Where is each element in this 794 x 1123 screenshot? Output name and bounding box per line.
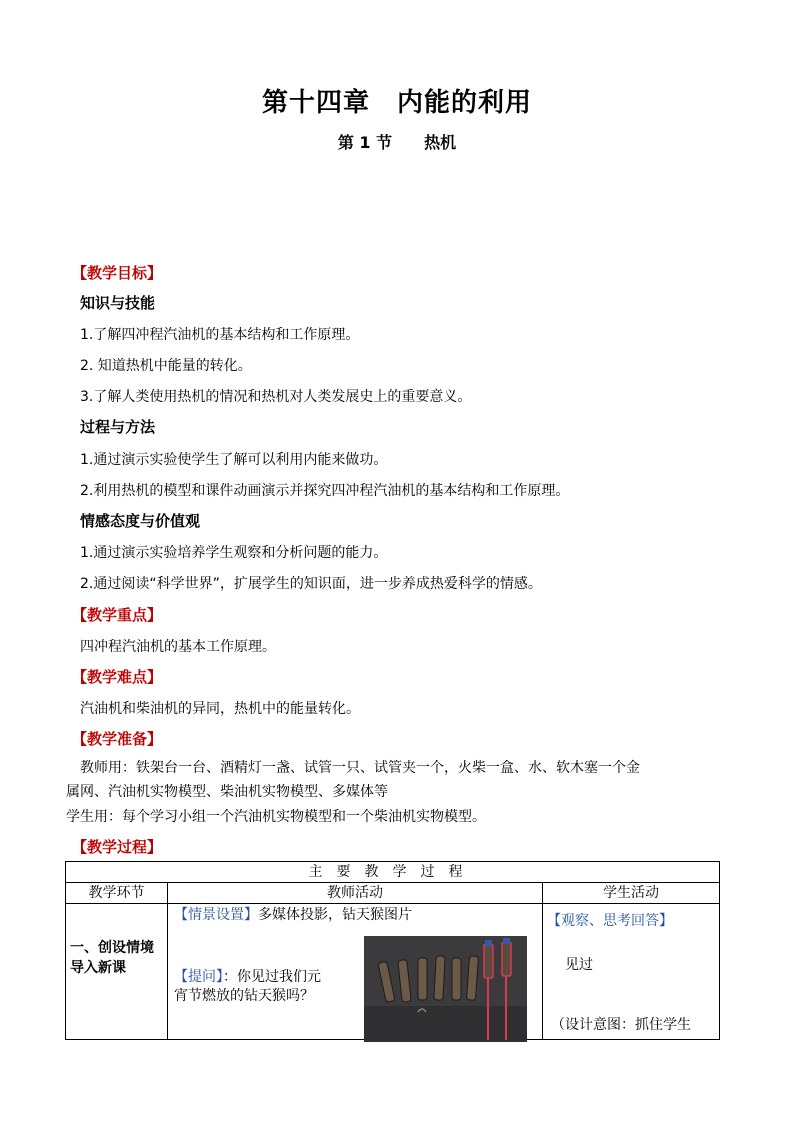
teacher-scene [174, 904, 412, 924]
student-activity [547, 910, 673, 930]
difficulty-text: 汽油机和柴油机的异同，热机中的能量转化。 [80, 701, 360, 717]
sub-process: 过程与方法 [80, 418, 156, 436]
stage-line: 导入新课 [70, 960, 126, 976]
student-answer: 见过 [565, 957, 593, 973]
col-stage: 教学环节 [66, 883, 168, 904]
student-cell [543, 904, 720, 1040]
knowledge-item: 3.了解人类使用热机的情况和热机对人类发展史上的重要意义。 [80, 389, 472, 405]
page-subtitle: 第 1 节 热机 [337, 133, 457, 152]
knowledge-item: 1.了解四冲程汽油机的基本结构和工作原理。 [80, 327, 360, 343]
section-preparation: 【教学准备】 [72, 730, 163, 748]
process-item: 2.利用热机的模型和课件动画演示并探究四冲程汽油机的基本结构和工作原理。 [80, 483, 570, 499]
scene-tag: 【情景设置】 [174, 907, 258, 923]
firecrackers-image [364, 936, 527, 1042]
section-process: 【教学过程】 [72, 838, 163, 856]
section-objectives: 【教学目标】 [72, 264, 163, 282]
design-intent: （设计意图：抓住学生 [551, 1017, 691, 1033]
question-tag: 【提问】 [174, 969, 223, 985]
attitude-item: 1.通过演示实验培养学生观察和分析问题的能力。 [80, 545, 388, 561]
firecrackers-photo [364, 936, 527, 1042]
student-tag: 【观察、思考回答】 [547, 913, 673, 929]
table-header: 主要教学过程 [66, 862, 720, 883]
sub-attitude: 情感态度与价值观 [80, 512, 201, 530]
process-item: 1.通过演示实验使学生了解可以利用内能来做功。 [80, 452, 388, 468]
page-title: 第十四章 内能的利用 [261, 88, 532, 118]
section-difficulty: 【教学难点】 [72, 668, 163, 686]
question-text-cont: 宵节燃放的钻天猴吗？ [174, 988, 314, 1004]
attitude-item: 2.通过阅读“科学世界”，扩展学生的知识面，进一步养成热爱科学的情感。 [80, 576, 542, 592]
question-text: ：你见过我们元 [223, 969, 321, 985]
section-key-point: 【教学重点】 [72, 606, 163, 624]
teacher-materials: 教师用：铁架台一台、酒精灯一盏、试管一只、试管夹一个，火柴一盒、水、软木塞一个金 [80, 760, 640, 776]
stage-line: 一、创设情境 [70, 940, 154, 956]
key-point-text: 四冲程汽油机的基本工作原理。 [80, 639, 276, 655]
sub-knowledge: 知识与技能 [80, 294, 156, 312]
stage-cell [66, 904, 168, 1040]
col-teacher: 教师活动 [168, 883, 543, 904]
teacher-materials-cont: 属网、汽油机实物模型、柴油机实物模型、多媒体等 [66, 784, 388, 800]
student-materials: 学生用：每个学习小组一个汽油机实物模型和一个柴油机实物模型。 [66, 809, 486, 825]
knowledge-item: 2. 知道热机中能量的转化。 [80, 358, 252, 374]
teacher-question [174, 968, 321, 1006]
scene-text: 多媒体投影，钻天猴图片 [258, 907, 412, 923]
col-student: 学生活动 [543, 883, 720, 904]
